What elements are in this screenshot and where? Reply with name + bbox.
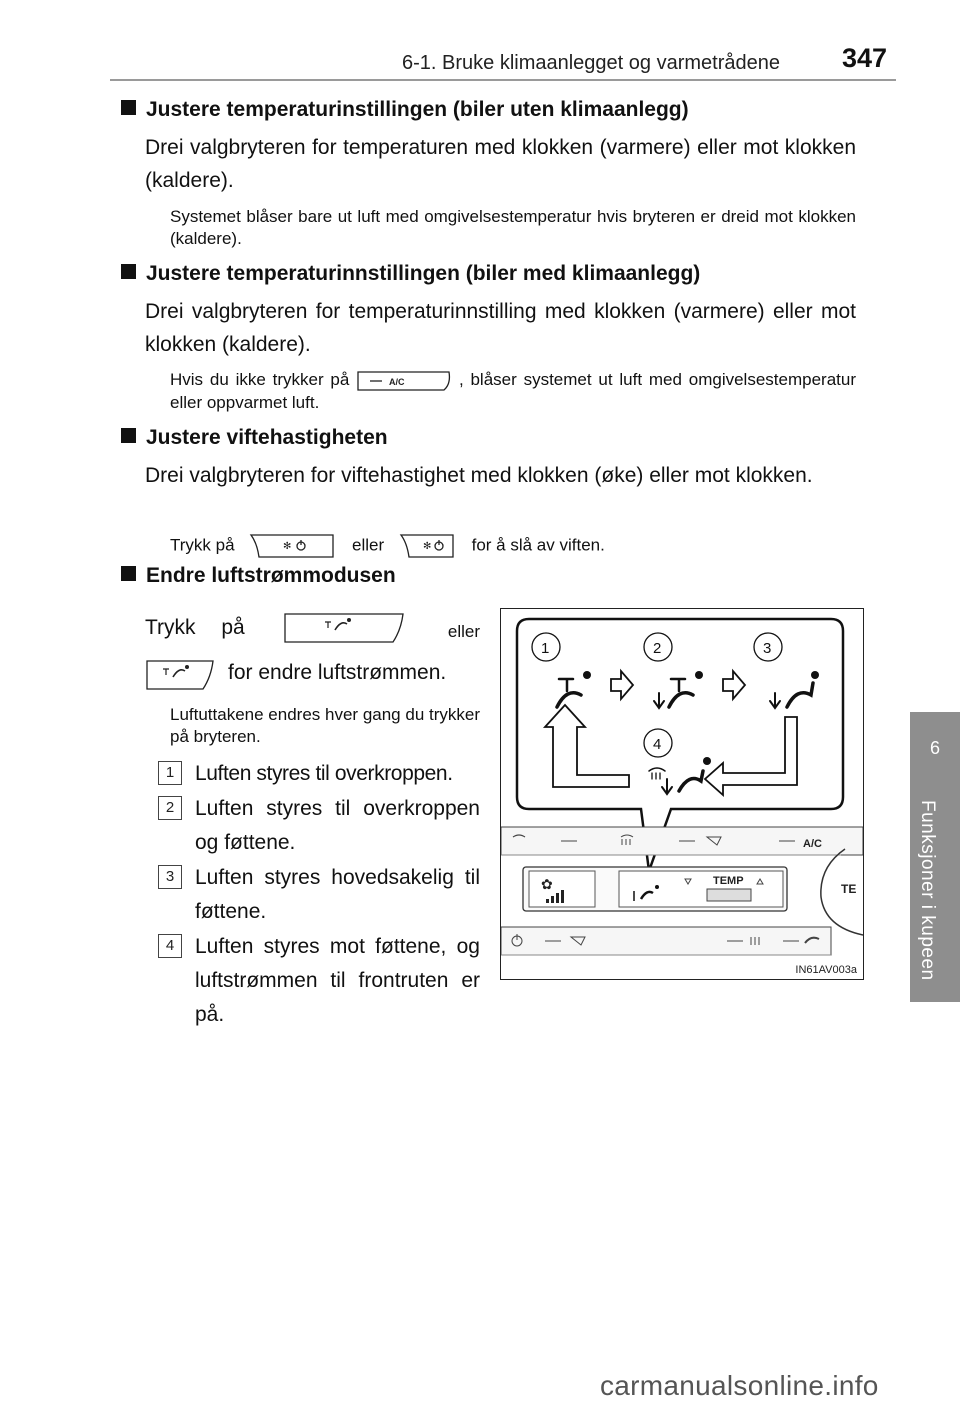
list-item <box>158 757 480 791</box>
list-item <box>158 930 480 1032</box>
svg-text:✻: ✻ <box>283 541 292 552</box>
svg-text:1: 1 <box>541 640 550 657</box>
square-bullet-icon <box>121 264 136 279</box>
mode-number: 1 <box>158 761 182 785</box>
airflow-mode-button-left-icon <box>283 612 405 644</box>
mode-number: 4 <box>158 934 182 958</box>
control-panel <box>501 827 863 955</box>
mode-text: Luften styres til overkroppen. <box>195 762 453 785</box>
svg-text:TE: TE <box>841 882 857 896</box>
body-airflow-line2: for endre luftstrømmen. <box>145 657 485 693</box>
mode-number: 3 <box>158 865 182 889</box>
heading-fan: Justere viftehastigheten <box>121 426 388 450</box>
mode-number: 2 <box>158 796 182 820</box>
note-fan: Trykk på ✻ eller ✻ for å slå av viften. <box>170 533 856 559</box>
chapter-label: Funksjoner i kupeen <box>917 800 938 981</box>
airflow-diagram <box>501 609 863 979</box>
mode-text: Luften styres til overkroppen og føttene. <box>195 797 480 854</box>
list-item <box>158 861 480 929</box>
watermark: carmanualsonline.info <box>600 1370 879 1401</box>
svg-text:TEMP: TEMP <box>713 875 744 887</box>
body-temp-ac: Drei valgbryteren for temperaturinnstilling med klokken (varmere) eller mot klokken (kaldere). <box>145 300 856 356</box>
body-airflow-line1: Trykk på eller <box>145 612 480 648</box>
airflow-figure <box>500 608 864 980</box>
svg-text:✿: ✿ <box>541 877 553 893</box>
ac-button-label: A/C <box>389 376 405 387</box>
page-number: 347 <box>842 43 888 73</box>
mode-text: Luften styres mot føttene, og luftstrømmen til frontruten er på. <box>195 935 480 1026</box>
svg-text:2: 2 <box>653 640 662 657</box>
svg-text:A/C: A/C <box>803 838 822 850</box>
fan-off-button-left-icon <box>249 533 335 559</box>
mode-text: Luften styres hovedsakelig til føttene. <box>195 866 480 923</box>
body-fan: Drei valgbryteren for viftehastighet med klokken (øke) eller mot klokken. <box>145 464 813 487</box>
chapter-number: 6 <box>929 738 940 758</box>
figure-caption: IN61AV003a <box>795 964 857 976</box>
heading-temp-no-ac: Justere temperaturinstillingen (biler uten klimaanlegg) <box>121 98 689 122</box>
heading-airflow: Endre luftstrømmodusen <box>121 564 396 588</box>
square-bullet-icon <box>121 100 136 115</box>
ac-button-icon <box>356 370 452 392</box>
section-title: 6-1. Bruke klimaanlegget og varmetrådene <box>402 52 780 74</box>
heading-temp-ac: Justere temperaturinnstillingen (biler med klimaanlegg) <box>121 262 700 286</box>
airflow-mode-button-right-icon <box>145 659 215 691</box>
svg-text:3: 3 <box>763 640 772 657</box>
svg-text:4: 4 <box>653 736 662 753</box>
svg-text:✻: ✻ <box>422 541 432 552</box>
square-bullet-icon <box>121 428 136 443</box>
note-airflow: Luftuttakene endres hver gang du trykker på bryteren. <box>170 705 480 746</box>
list-item <box>158 792 480 860</box>
header-rule <box>110 79 896 81</box>
fan-off-button-right-icon <box>399 533 455 559</box>
note-temp-ac: Hvis du ikke trykker på A/C , blåser systemet ut luft med omgivelsestemperatur eller oppvarmet luft. <box>170 370 856 412</box>
square-bullet-icon <box>121 566 136 581</box>
body-temp-no-ac: Drei valgbryteren for temperaturen med klokken (varmere) eller mot klokken (kaldere). <box>145 136 856 192</box>
note-temp-no-ac: Systemet blåser bare ut luft med omgivelsestemperatur hvis bryteren er dreid mot klokken (kaldere). <box>170 207 856 248</box>
